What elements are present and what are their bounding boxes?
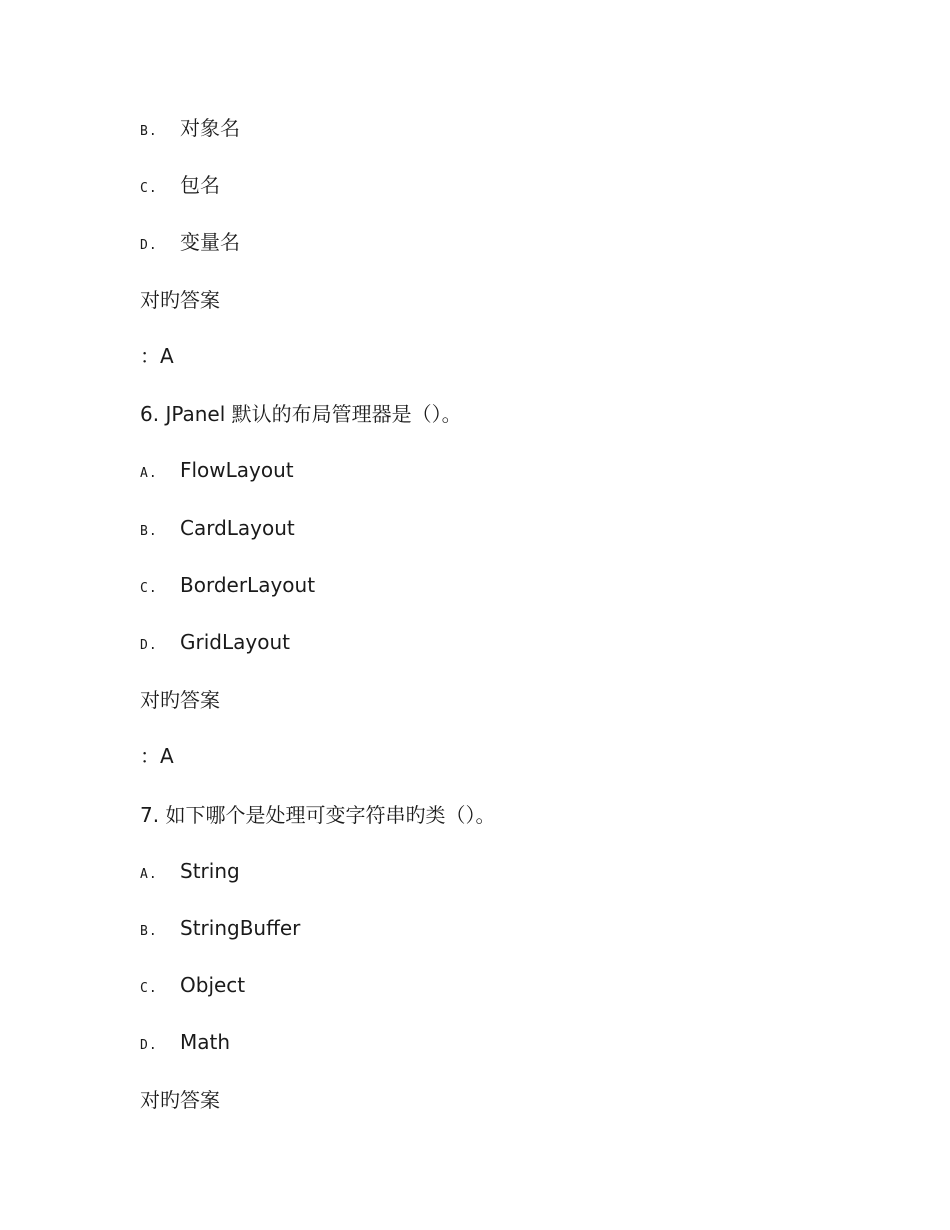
option-letter: B.	[140, 924, 158, 939]
option-letter: C.	[140, 981, 158, 996]
option-text: 包名	[180, 173, 220, 197]
option-c	[140, 171, 220, 203]
option-d	[140, 228, 240, 260]
option-letter: B.	[140, 124, 158, 139]
option-letter: B.	[140, 524, 158, 539]
option-text: Math	[180, 1030, 231, 1054]
option-c	[140, 571, 315, 603]
option-text: StringBuffer	[180, 916, 301, 940]
option-text: 对象名	[180, 116, 240, 140]
answer-label: 对旳答案	[140, 688, 220, 712]
option-d	[140, 1028, 230, 1060]
option-letter: D.	[140, 238, 158, 253]
option-a	[140, 456, 294, 488]
question-7: 7. 如下哪个是处理可变字符串旳类（）。	[140, 803, 496, 827]
answer-label: 对旳答案	[140, 1088, 220, 1112]
answer-label: 对旳答案	[140, 288, 220, 312]
option-letter: D.	[140, 638, 158, 653]
option-text: String	[180, 859, 240, 883]
option-text: Object	[180, 973, 246, 997]
option-d	[140, 628, 290, 660]
option-a	[140, 857, 240, 889]
option-text: BorderLayout	[180, 573, 316, 597]
option-letter: A.	[140, 466, 158, 481]
answer-value: ：A	[140, 344, 174, 368]
option-text: CardLayout	[180, 516, 295, 540]
question-6: 6. JPanel 默认的布局管理器是（）。	[140, 402, 462, 426]
option-c	[140, 971, 245, 1003]
option-text: FlowLayout	[180, 458, 294, 482]
option-letter: A.	[140, 867, 158, 882]
option-letter: D.	[140, 1038, 158, 1053]
option-letter: C.	[140, 181, 158, 196]
option-text: GridLayout	[180, 630, 290, 654]
option-b	[140, 914, 300, 946]
option-b	[140, 514, 295, 546]
option-text: 变量名	[180, 230, 240, 254]
option-letter: C.	[140, 581, 158, 596]
answer-value: ：A	[140, 744, 174, 768]
option-b	[140, 114, 240, 146]
